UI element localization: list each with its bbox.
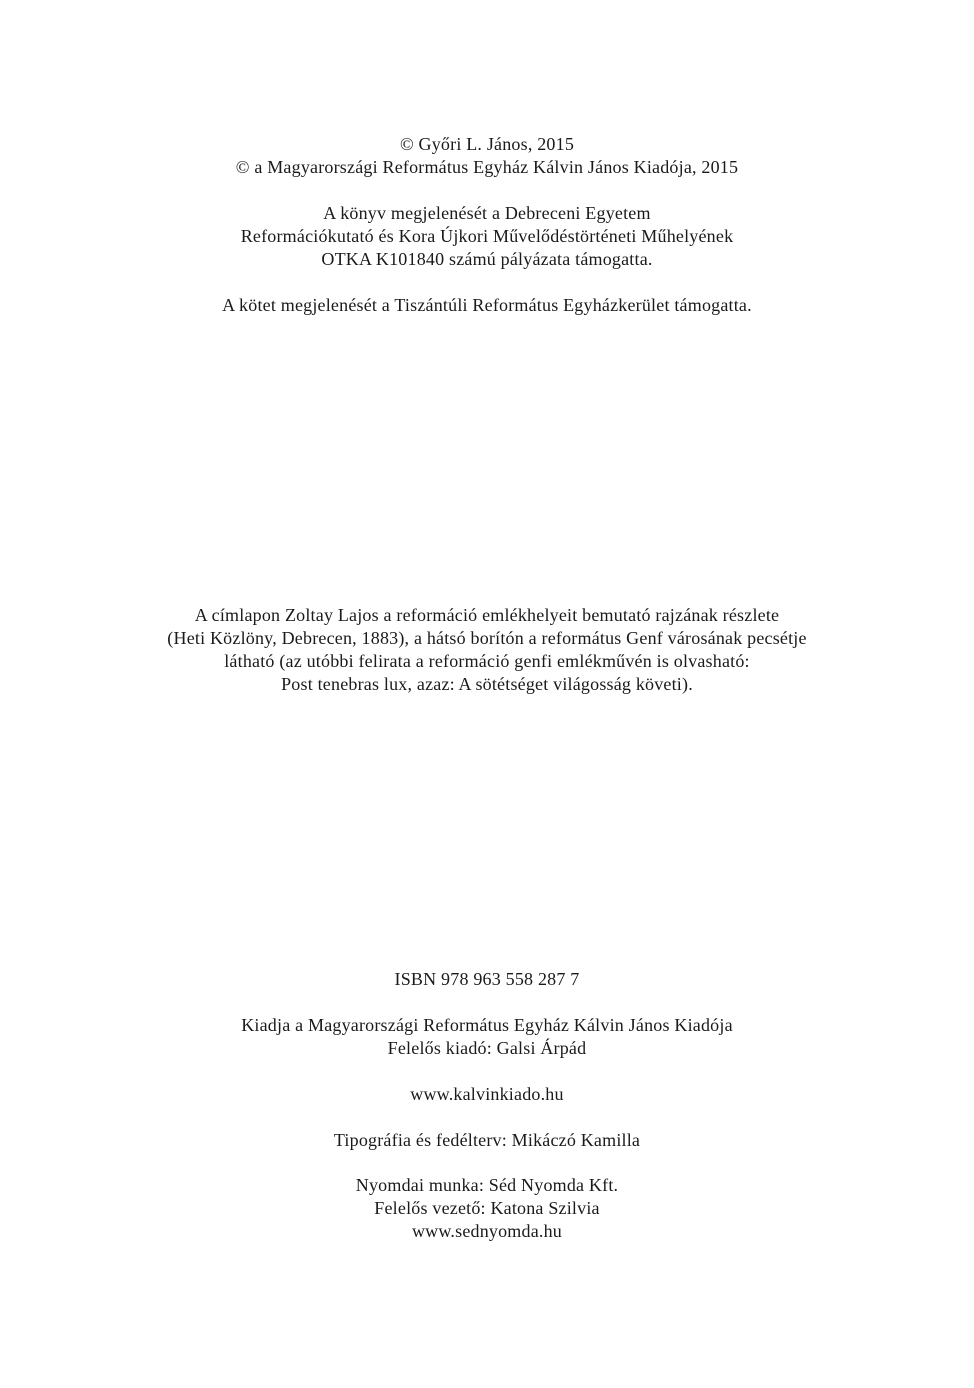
copyright-author: © Győri L. János, 2015 bbox=[399, 134, 575, 154]
publisher-line: Kiadja a Magyarországi Református Egyház Kálvin János Kiadója bbox=[241, 1015, 733, 1035]
printing-manager: Felelős vezető: Katona Szilvia bbox=[374, 1198, 600, 1218]
printing-house: Nyomdai munka: Séd Nyomda Kft. bbox=[355, 1175, 619, 1195]
typography-credit: Tipográfia és fedélterv: Mikáczó Kamilla bbox=[333, 1130, 641, 1150]
publisher-website-block bbox=[0, 1083, 974, 1106]
isbn-block bbox=[0, 968, 974, 991]
copyright-block bbox=[0, 133, 974, 179]
cover-description-line-1: A címlapon Zoltay Lajos a reformáció emlékhelyeit bemutató rajzának részlete bbox=[194, 605, 780, 625]
printing-website: www.sednyomda.hu bbox=[411, 1221, 562, 1241]
support-line-2: Reformációkutató és Kora Újkori Művelődéstörténeti Műhelyének bbox=[240, 226, 734, 246]
cover-description-line-2: (Heti Közlöny, Debrecen, 1883), a hátsó borítón a református Genf városának pecsétje bbox=[167, 628, 807, 648]
responsible-publisher: Felelős kiadó: Galsi Árpád bbox=[387, 1038, 587, 1058]
volume-support-line: A kötet megjelenését a Tiszántúli Református Egyházkerület támogatta. bbox=[222, 295, 752, 315]
cover-description-block bbox=[0, 604, 974, 696]
publisher-website: www.kalvinkiado.hu bbox=[410, 1084, 564, 1104]
support-line-1: A könyv megjelenését a Debreceni Egyetem bbox=[323, 203, 651, 223]
support-block bbox=[0, 202, 974, 271]
publisher-block bbox=[0, 1014, 974, 1060]
copyright-publisher: © a Magyarországi Református Egyház Kálvin János Kiadója, 2015 bbox=[235, 157, 739, 177]
printing-block bbox=[0, 1174, 974, 1243]
isbn: ISBN 978 963 558 287 7 bbox=[394, 969, 580, 989]
support-line-3: OTKA K101840 számú pályázata támogatta. bbox=[321, 249, 653, 269]
cover-description-line-3: látható (az utóbbi felirata a reformáció genfi emlékművén is olvasható: bbox=[224, 651, 750, 671]
typography-block bbox=[0, 1129, 974, 1152]
volume-support-block bbox=[0, 294, 974, 317]
cover-description-line-4: Post tenebras lux, azaz: A sötétséget világosság követi). bbox=[281, 674, 693, 694]
